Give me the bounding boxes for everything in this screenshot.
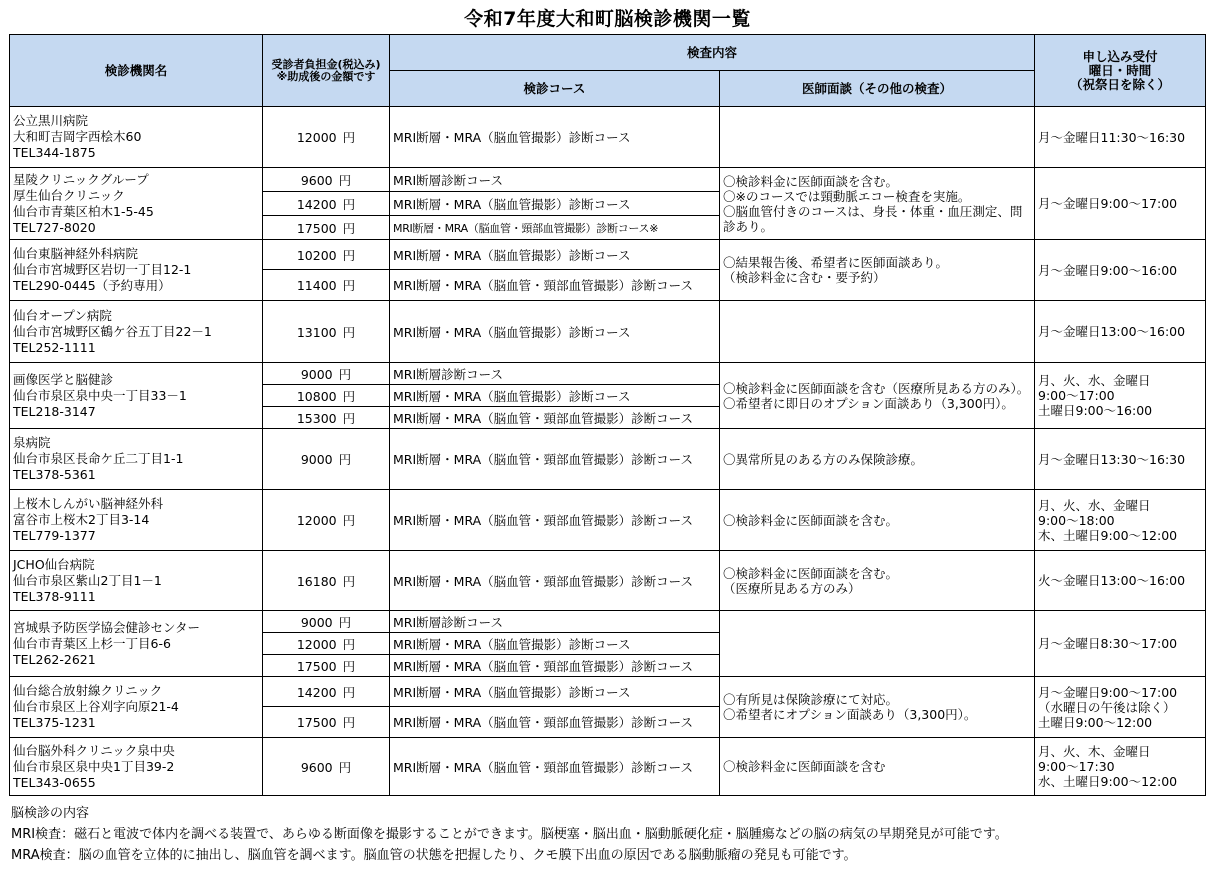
fee-value: 9000 — [300, 614, 333, 630]
institution-line: 仙台市泉区泉中央1丁目39-2 — [13, 758, 175, 774]
fee-value: 9600 — [300, 172, 333, 188]
table-row — [10, 677, 1206, 707]
fee-cell — [263, 363, 390, 385]
table-row — [10, 363, 1206, 385]
institution-line: TEL727-8020 — [13, 219, 96, 235]
reception-line: 火～金曜日13:00～16:00 — [1038, 573, 1186, 588]
fee-value: 15300 — [296, 410, 337, 426]
institution-line: JCHO仙台病院 — [13, 556, 95, 572]
institution-line: TEL344-1875 — [13, 145, 96, 160]
institution-cell — [10, 677, 263, 738]
reception-line: 9:00～17:30 — [1038, 759, 1115, 774]
fee-unit: 円 — [338, 759, 352, 775]
interview-line: 〇検診料金に医師面談を含む。 — [723, 565, 899, 581]
institution-line: TEL252-1111 — [13, 339, 96, 355]
table-row — [10, 738, 1206, 796]
institution-line: TEL378-9111 — [13, 588, 96, 604]
interview-cell — [720, 677, 1035, 738]
fee-unit: 円 — [338, 452, 352, 467]
institution-cell — [10, 301, 263, 363]
institution-line: 仙台脳外科クリニック泉中央 — [13, 742, 175, 758]
interview-line: 〇検診料金に医師面談を含む — [723, 759, 886, 774]
institution-cell — [10, 738, 263, 796]
interview-cell — [720, 738, 1035, 796]
institution-line: 仙台市青葉区柏木1-5-45 — [13, 203, 154, 219]
reception-line: 土曜日9:00～12:00 — [1038, 714, 1153, 730]
fee-cell — [263, 611, 390, 633]
fee-unit: 円 — [342, 410, 356, 426]
header-payment — [263, 35, 390, 107]
course-cell: MRI断層・MRA（脳血管・頸部血管撮影）診断コース※ — [390, 216, 720, 240]
interview-cell — [720, 363, 1035, 429]
header-reception — [1035, 35, 1206, 107]
institution-cell — [10, 363, 263, 429]
reception-cell — [1035, 301, 1206, 363]
fee-value: 17500 — [296, 658, 337, 674]
reception-cell — [1035, 738, 1206, 796]
interview-line: （医療所見ある方のみ） — [723, 580, 861, 596]
fee-value: 17500 — [296, 715, 337, 730]
interview-cell — [720, 168, 1035, 240]
institution-line: TEL218-3147 — [13, 403, 96, 419]
table-row — [10, 168, 1206, 192]
institution-cell — [10, 240, 263, 301]
reception-cell — [1035, 677, 1206, 738]
institution-line: TEL375-1231 — [13, 715, 96, 730]
institution-line: 仙台東脳神経外科病院 — [13, 246, 139, 261]
reception-line: 木、土曜日9:00～12:00 — [1038, 527, 1178, 543]
header-exam-contents: 検査内容 — [390, 35, 1035, 71]
institution-line: 仙台市宮城野区鶴ケ谷五丁目22－1 — [13, 323, 212, 339]
interview-line: 〇異常所見のある方のみ保険診療。 — [723, 451, 924, 467]
page-title: 令和7年度大和町脳検診機関一覧 — [464, 8, 751, 30]
course-cell: MRI断層・MRA（脳血管撮影）診断コース — [390, 107, 720, 168]
course-cell: MRI断層・MRA（脳血管・頸部血管撮影）診断コース — [390, 707, 720, 738]
fee-unit: 円 — [342, 130, 356, 145]
institution-line: TEL290-0445（予約専用） — [13, 278, 171, 293]
course-cell: MRI断層・MRA（脳血管・頸部血管撮影）診断コース — [390, 655, 720, 677]
footer-heading: 脳検診の内容 — [11, 806, 90, 821]
interview-line: 〇有所見は保険診療にて対応。 — [723, 692, 899, 707]
reception-cell — [1035, 168, 1206, 240]
interview-line: 〇検診料金に医師面談を含む（医療所見ある方のみ）。 — [723, 380, 1030, 396]
fee-value: 9000 — [300, 452, 333, 467]
header-reception-line2: 曜日・時間 — [1088, 62, 1152, 78]
fee-unit: 円 — [342, 513, 356, 528]
footer-mri: MRI検査：磁石と電波で体内を調べる装置で、あらゆる断面像を撮影することができます。脳梗塞・脳出血・脳動脈硬化症・脳腫瘍などの脳の病気の早期発見が可能です。 — [11, 827, 1008, 842]
reception-line: 月～金曜日9:00～17:00 — [1038, 196, 1178, 211]
reception-line: 月、火、水、金曜日 — [1038, 373, 1151, 388]
reception-line: 月～金曜日13:00～16:00 — [1038, 324, 1186, 339]
header-payment-line2: ※助成後の金額です — [276, 69, 376, 83]
institution-line: TEL378-5361 — [13, 467, 96, 482]
institution-line: 仙台市泉区長命ケ丘二丁目1-1 — [13, 451, 184, 466]
institution-table — [9, 34, 1206, 796]
reception-cell — [1035, 107, 1206, 168]
header-course: 検診コース — [390, 71, 720, 107]
header-interview: 医師面談（その他の検査） — [720, 71, 1035, 107]
header-reception-line3: （祝祭日を除く） — [1070, 76, 1171, 92]
institution-line: 上桜木しんがい脳神経外科 — [13, 496, 164, 511]
interview-line: 〇希望者に即日のオプション面談あり（3,300円）。 — [723, 395, 1014, 411]
institution-line: 画像医学と脳健診 — [13, 371, 114, 387]
fee-cell — [263, 192, 390, 216]
course-cell: MRI断層・MRA（脳血管・頸部血管撮影）診断コース — [390, 270, 720, 301]
table-row — [10, 301, 1206, 363]
fee-cell — [263, 270, 390, 301]
table-row — [10, 490, 1206, 551]
institution-cell — [10, 551, 263, 611]
fee-unit: 円 — [338, 614, 352, 630]
footer-mra: MRA検査：脳の血管を立体的に抽出し、脳血管を調べます。脳血管の状態を把握したり、クモ膜下出血の原因である脳動脈瘤の発見も可能です。 — [11, 848, 857, 863]
institution-line: 仙台市青葉区上杉一丁目6-6 — [13, 635, 171, 651]
fee-unit: 円 — [342, 636, 356, 652]
interview-cell — [720, 551, 1035, 611]
header-payment-line1: 受診者負担金(税込み) — [271, 57, 381, 71]
institution-line: 泉病院 — [13, 435, 51, 450]
fee-value: 17500 — [296, 220, 337, 236]
reception-line: 土曜日9:00～16:00 — [1038, 403, 1153, 418]
fee-unit: 円 — [338, 172, 352, 188]
institution-cell — [10, 107, 263, 168]
table-row — [10, 107, 1206, 168]
table-row — [10, 611, 1206, 633]
course-cell: MRI断層診断コース — [390, 168, 720, 192]
reception-cell — [1035, 611, 1206, 677]
institution-line: 大和町吉岡字西桧木60 — [13, 129, 142, 144]
course-cell: MRI断層・MRA（脳血管撮影）診断コース — [390, 192, 720, 216]
fee-cell — [263, 655, 390, 677]
fee-cell — [263, 633, 390, 655]
reception-line: 9:00～18:00 — [1038, 512, 1115, 528]
interview-line: 〇検診料金に医師面談を含む。 — [723, 173, 899, 189]
fee-cell — [263, 168, 390, 192]
fee-unit: 円 — [342, 278, 356, 293]
reception-line: （水曜日の午後は除く） — [1038, 699, 1176, 715]
fee-value: 10200 — [296, 247, 337, 263]
fee-value: 12000 — [296, 636, 337, 652]
institution-line: 仙台市泉区紫山2丁目1－1 — [13, 572, 162, 588]
fee-cell — [263, 107, 390, 168]
institution-line: 公立黒川病院 — [13, 113, 89, 128]
institution-line: 宮城県予防医学協会健診センター — [13, 619, 201, 635]
interview-line: 〇検診料金に医師面談を含む。 — [723, 512, 899, 528]
fee-cell — [263, 738, 390, 796]
institution-cell — [10, 168, 263, 240]
fee-unit: 円 — [342, 573, 356, 589]
interview-cell — [720, 429, 1035, 490]
reception-line: 月～金曜日11:30～16:30 — [1038, 129, 1186, 145]
course-cell: MRI断層・MRA（脳血管・頸部血管撮影）診断コース — [390, 429, 720, 490]
fee-unit: 円 — [342, 220, 356, 236]
course-cell: MRI断層・MRA（脳血管撮影）診断コース — [390, 633, 720, 655]
fee-value: 16180 — [296, 573, 337, 589]
reception-line: 水、土曜日9:00～12:00 — [1038, 774, 1178, 789]
fee-unit: 円 — [338, 366, 352, 382]
fee-unit: 円 — [342, 324, 356, 340]
fee-unit: 円 — [342, 658, 356, 674]
fee-value: 9600 — [300, 759, 333, 775]
interview-cell — [720, 490, 1035, 551]
fee-cell — [263, 240, 390, 270]
reception-line: 月、火、木、金曜日 — [1038, 744, 1151, 759]
course-cell: MRI断層診断コース — [390, 611, 720, 633]
fee-cell — [263, 429, 390, 490]
fee-unit: 円 — [342, 388, 356, 404]
fee-cell — [263, 490, 390, 551]
interview-line: 〇脳血管付きのコースは、身長・体重・血圧測定、問診あり。 — [723, 203, 1023, 234]
fee-cell — [263, 707, 390, 738]
institution-cell — [10, 490, 263, 551]
fee-cell — [263, 677, 390, 707]
interview-line: 〇結果報告後、希望者に医師面談あり。 — [723, 255, 949, 270]
reception-line: 月～金曜日9:00～16:00 — [1038, 262, 1178, 278]
course-cell: MRI断層・MRA（脳血管・頸部血管撮影）診断コース — [390, 490, 720, 551]
fee-unit: 円 — [342, 715, 356, 730]
table-row — [10, 240, 1206, 270]
interview-cell — [720, 301, 1035, 363]
course-cell: MRI断層診断コース — [390, 363, 720, 385]
table-row — [10, 551, 1206, 611]
course-cell: MRI断層・MRA（脳血管撮影）診断コース — [390, 385, 720, 407]
course-cell: MRI断層・MRA（脳血管撮影）診断コース — [390, 301, 720, 363]
fee-value: 10800 — [296, 388, 337, 404]
fee-cell — [263, 385, 390, 407]
fee-cell — [263, 216, 390, 240]
institution-line: 厚生仙台クリニック — [13, 187, 125, 203]
interview-cell — [720, 240, 1035, 301]
reception-line: 月～金曜日13:30～16:30 — [1038, 451, 1186, 467]
institution-line: TEL262-2621 — [13, 651, 96, 667]
reception-cell — [1035, 240, 1206, 301]
institution-cell — [10, 429, 263, 490]
interview-cell — [720, 611, 1035, 677]
institution-line: 富谷市上桜木2丁目3-14 — [13, 512, 150, 527]
table-row — [10, 429, 1206, 490]
institution-line: 仙台市宮城野区岩切一丁目12-1 — [13, 262, 192, 277]
reception-cell — [1035, 551, 1206, 611]
fee-cell — [263, 407, 390, 429]
fee-value: 12000 — [296, 130, 337, 145]
header-reception-line1: 申し込み受付 — [1082, 48, 1158, 64]
fee-value: 14200 — [296, 684, 337, 700]
reception-cell — [1035, 429, 1206, 490]
course-cell: MRI断層・MRA（脳血管撮影）診断コース — [390, 240, 720, 270]
reception-line: 9:00～17:00 — [1038, 388, 1115, 403]
course-cell: MRI断層・MRA（脳血管・頸部血管撮影）診断コース — [390, 551, 720, 611]
course-cell: MRI断層・MRA（脳血管・頸部血管撮影）診断コース — [390, 407, 720, 429]
fee-value: 12000 — [296, 513, 337, 528]
institution-line: 仙台オープン病院 — [13, 307, 112, 323]
interview-line: 〇※のコースでは頸動脈エコー検査を実施。 — [723, 188, 971, 204]
institution-line: 仙台市泉区泉中央一丁目33－1 — [13, 387, 187, 403]
institution-line: 仙台市泉区上谷刈字向原21-4 — [13, 699, 179, 714]
fee-cell — [263, 301, 390, 363]
fee-value: 13100 — [296, 324, 337, 340]
reception-cell — [1035, 490, 1206, 551]
interview-cell — [720, 107, 1035, 168]
reception-line: 月～金曜日9:00～17:00 — [1038, 684, 1178, 700]
fee-value: 11400 — [296, 278, 337, 293]
fee-unit: 円 — [342, 247, 356, 263]
institution-line: TEL779-1377 — [13, 528, 96, 543]
fee-unit: 円 — [342, 196, 356, 212]
header-institution: 検診機関名 — [10, 35, 263, 107]
fee-unit: 円 — [342, 684, 356, 700]
interview-line: 〇希望者にオプション面談あり（3,300円）。 — [723, 707, 977, 722]
institution-line: 星陵クリニックグループ — [13, 171, 149, 187]
footer — [11, 803, 1008, 866]
fee-value: 14200 — [296, 196, 337, 212]
table-body — [10, 107, 1206, 796]
reception-line: 月～金曜日8:30～17:00 — [1038, 636, 1178, 651]
course-cell: MRI断層・MRA（脳血管・頸部血管撮影）診断コース — [390, 738, 720, 796]
fee-value: 9000 — [300, 366, 333, 382]
interview-line: （検診料金に含む・要予約） — [723, 270, 886, 285]
reception-cell — [1035, 363, 1206, 429]
institution-line: 仙台総合放射線クリニック — [13, 683, 163, 698]
fee-cell — [263, 551, 390, 611]
institution-line: TEL343-0655 — [13, 774, 96, 790]
institution-cell — [10, 611, 263, 677]
course-cell: MRI断層・MRA（脳血管撮影）診断コース — [390, 677, 720, 707]
reception-line: 月、火、水、金曜日 — [1038, 497, 1151, 513]
